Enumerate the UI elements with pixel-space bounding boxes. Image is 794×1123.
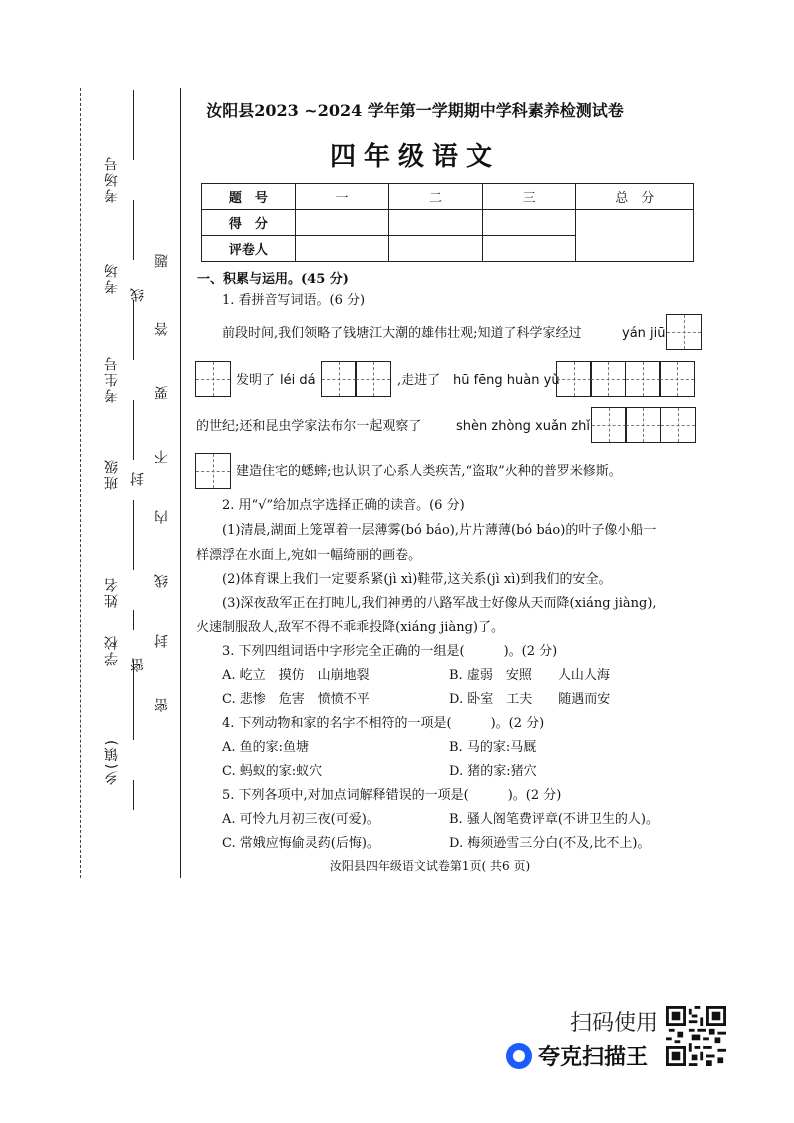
option-a[interactable]: A. 鱼的家:鱼塘 bbox=[222, 740, 310, 755]
q1-text: ,走进了 bbox=[397, 373, 441, 388]
grader-cell[interactable] bbox=[389, 236, 483, 262]
question-4-title: 4. 下列动物和家的名字不相符的一项是( )。(2 分) bbox=[222, 716, 545, 731]
township-label: 乡(镇) bbox=[104, 738, 120, 785]
row-header: 题 号 bbox=[202, 184, 296, 210]
option-c[interactable]: C. 常娥应悔偷灵药(后悔)。 bbox=[222, 836, 380, 851]
tianzige-cell[interactable] bbox=[591, 407, 627, 443]
column-header: 总 分 bbox=[576, 184, 694, 210]
tianzige-cell[interactable] bbox=[660, 407, 696, 443]
column-header: 三 bbox=[482, 184, 576, 210]
tianzige-cell[interactable] bbox=[666, 314, 702, 350]
seal-char: 不 bbox=[154, 448, 170, 464]
seal-char: 题 bbox=[154, 252, 170, 268]
tianzige-cell[interactable] bbox=[625, 407, 661, 443]
q1-text: 发明了 bbox=[236, 373, 276, 388]
class-label: 班级 bbox=[104, 458, 120, 490]
answer-grid[interactable] bbox=[592, 407, 696, 443]
student-number-label: 考生号 bbox=[104, 355, 120, 403]
name-label: 姓名 bbox=[104, 576, 120, 608]
pinyin-prompt: hū fēng huàn yǔ bbox=[453, 373, 560, 388]
answer-grid[interactable] bbox=[196, 361, 231, 397]
option-d[interactable]: D. 梅须逊雪三分白(不及,比不上)。 bbox=[449, 836, 651, 851]
brand-name: 夸克扫描王 bbox=[538, 1045, 649, 1070]
field-line bbox=[133, 500, 134, 570]
pinyin-prompt: shèn zhòng xuǎn zhǐ bbox=[456, 419, 590, 434]
scan-to-use-text: 扫码使用 bbox=[570, 1011, 659, 1036]
tianzige-cell[interactable] bbox=[195, 361, 231, 397]
seal-char: 答 bbox=[154, 320, 170, 336]
q1-text: 前段时间,我们领略了钱塘江大潮的雄伟壮观;知道了科学家经过 bbox=[222, 326, 582, 341]
grader-cell[interactable] bbox=[482, 236, 576, 262]
score-cell[interactable] bbox=[389, 210, 483, 236]
option-b[interactable]: B. 虚弱 安照 人山人海 bbox=[449, 668, 610, 683]
seal-char: 密 bbox=[154, 696, 170, 712]
quark-logo-icon bbox=[506, 1043, 532, 1069]
option-a[interactable]: A. 可怜九月初三夜(可爱)。 bbox=[222, 812, 380, 827]
row-header: 得 分 bbox=[202, 210, 296, 236]
option-c[interactable]: C. 蚂蚁的家:蚁穴 bbox=[222, 764, 323, 779]
seal-char: 线 bbox=[130, 286, 146, 302]
q2-sentence: (1)清晨,湖面上笼罩着一层薄雾(bó báo),片片薄薄(bó báo)的叶子像小船一 bbox=[222, 523, 657, 538]
pinyin-prompt: yán jiū bbox=[622, 326, 666, 341]
field-line bbox=[133, 660, 134, 740]
column-header: 二 bbox=[389, 184, 483, 210]
field-line bbox=[133, 200, 134, 260]
seal-char: 封 bbox=[130, 470, 146, 486]
option-d[interactable]: D. 卧室 工夫 随遇而安 bbox=[449, 692, 611, 707]
q2-sentence: 火速制服敌人,敌军不得不乖乖投降(xiáng jiàng)了。 bbox=[196, 620, 504, 635]
field-line bbox=[133, 90, 134, 160]
option-a[interactable]: A. 屹立 摸仿 山崩地裂 bbox=[222, 668, 370, 683]
score-cell[interactable] bbox=[482, 210, 576, 236]
tianzige-cell[interactable] bbox=[195, 453, 231, 489]
answer-grid[interactable] bbox=[322, 361, 391, 397]
answer-grid[interactable] bbox=[196, 453, 231, 489]
q2-sentence: (3)深夜敌军正在打盹儿,我们神勇的八路军战士好像从天而降(xiáng jiàng), bbox=[222, 596, 657, 611]
pinyin-prompt: léi dá bbox=[280, 373, 316, 388]
q1-text: 的世纪;还和昆虫学家法布尔一起观察了 bbox=[196, 419, 422, 434]
question-1-title: 1. 看拼音写词语。(6 分) bbox=[222, 293, 366, 308]
tianzige-cell[interactable] bbox=[321, 361, 357, 397]
seal-char: 线 bbox=[154, 572, 170, 588]
seal-line bbox=[180, 88, 181, 878]
tianzige-cell[interactable] bbox=[590, 361, 626, 397]
seal-char: 要 bbox=[154, 384, 170, 400]
tianzige-cell[interactable] bbox=[556, 361, 592, 397]
seal-char: 密 bbox=[130, 656, 146, 672]
seal-char: 封 bbox=[154, 632, 170, 648]
exam-title: 汝阳县2023 ~2024 学年第一学期期中学科素养检测试卷 bbox=[206, 101, 624, 120]
option-c[interactable]: C. 悲惨 危害 愤愤不平 bbox=[222, 692, 370, 707]
grader-cell[interactable] bbox=[295, 236, 389, 262]
page-title: 四年级语文 bbox=[329, 142, 500, 172]
exam-room-label: 考场 bbox=[104, 262, 120, 294]
seal-char: 内 bbox=[154, 508, 170, 524]
exam-room-number-label: 考场号 bbox=[104, 155, 120, 203]
score-cell[interactable] bbox=[295, 210, 389, 236]
column-header: 一 bbox=[295, 184, 389, 210]
question-2-title: 2. 用“√”给加点字选择正确的读音。(6 分) bbox=[222, 498, 465, 513]
row-header: 评卷人 bbox=[202, 236, 296, 262]
answer-grid[interactable] bbox=[557, 361, 695, 397]
field-line bbox=[133, 400, 134, 460]
tianzige-cell[interactable] bbox=[355, 361, 391, 397]
tianzige-cell[interactable] bbox=[625, 361, 661, 397]
school-label: 学校 bbox=[104, 634, 120, 666]
field-line bbox=[133, 780, 134, 810]
field-line bbox=[133, 300, 134, 360]
brand-logo bbox=[506, 1040, 648, 1071]
option-b[interactable]: B. 骚人阁笔费评章(不讲卫生的人)。 bbox=[449, 812, 659, 827]
q1-text: 建造住宅的蟋蟀;也认识了心系人类疾苦,“盗取”火种的普罗米修斯。 bbox=[236, 464, 622, 479]
option-b[interactable]: B. 马的家:马厩 bbox=[449, 740, 537, 755]
page-footer: 汝阳县四年级语文试卷第1页( 共6 页) bbox=[329, 859, 531, 873]
cut-line bbox=[80, 88, 81, 878]
total-score-cell[interactable] bbox=[576, 210, 694, 262]
q2-sentence: (2)体育课上我们一定要系紧(jì xì)鞋带,这关系(jì xì)到我们的安全。 bbox=[222, 572, 612, 587]
section-heading: 一、积累与运用。(45 分) bbox=[197, 272, 349, 287]
q2-sentence: 样漂浮在水面上,宛如一幅绮丽的画卷。 bbox=[196, 548, 422, 563]
qr-code-icon bbox=[666, 1006, 726, 1066]
answer-grid[interactable] bbox=[667, 314, 702, 350]
option-d[interactable]: D. 猪的家:猪穴 bbox=[449, 764, 537, 779]
field-line bbox=[133, 610, 134, 630]
question-3-title: 3. 下列四组词语中字形完全正确的一组是( )。(2 分) bbox=[222, 644, 558, 659]
score-table bbox=[201, 183, 694, 262]
tianzige-cell[interactable] bbox=[659, 361, 695, 397]
question-5-title: 5. 下列各项中,对加点词解释错误的一项是( )。(2 分) bbox=[222, 788, 562, 803]
